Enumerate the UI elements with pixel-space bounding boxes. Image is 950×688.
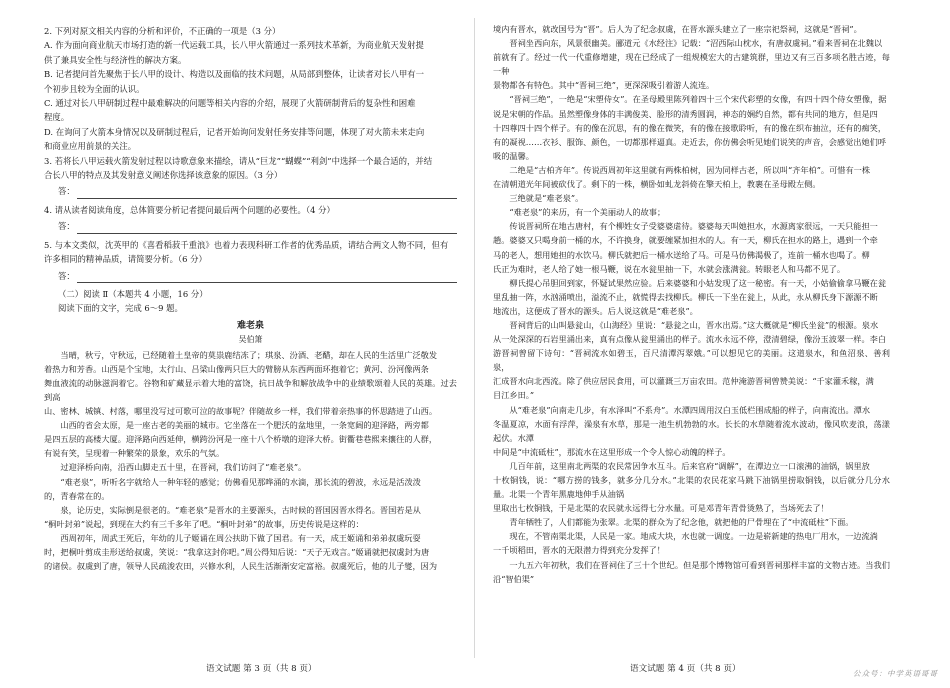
essay-paragraph-line: 的诸侯。叔虞到了唐，领导人民疏浚农田，兴修水利，人民生活渐渐安定富裕。叔虞死后，他的儿子燮，因为 <box>44 561 438 572</box>
essay-paragraph-line: 境内有晋水，就改国号为“晋”。后人为了纪念叔虞，在晋水源头建立了一座宗祀祭祠，这就是“晋祠”。 <box>493 24 862 34</box>
question-2-option-1: 个初步且较为全面的认识。 <box>44 83 145 94</box>
essay-paragraph-line: “桐叶封弟”说起，到现在大约有三千多年了吧。“桐叶封弟”的故事，历史传说是这样的： <box>44 518 364 529</box>
question-2-option-3: 和商业应用前景的关注。 <box>44 141 137 152</box>
watermark: 公众号：中学英语哥哥 <box>853 669 938 678</box>
essay-paragraph-line: 几百年前，这里南北两渠的农民常因争水互斗。后来官府“调解”，在潭边立一口滚沸的油锅，锅里放 <box>509 460 870 471</box>
essay-paragraph-line: 山西的省会太原，是一座古老的美丽的城市。它坐落在一个肥沃的盆地里，一条宽阔的迎泽路，两旁都 <box>60 420 429 431</box>
question-2-option-2: C. 通过对长八甲研制过程中最难解决的问题等相关内容的介绍，展现了火箭研制背后的复杂性和困难 <box>44 98 416 109</box>
answer-label: 答： <box>58 186 75 197</box>
essay-paragraph-line: 泉，论历史，实际倒是很老的。“难老泉”是晋水的主要源头，古时候的晋国因晋水得名。晋国若是从 <box>60 504 421 515</box>
answer-line-3[interactable] <box>44 184 457 198</box>
question-2-option-1: B. 记者提问首先聚焦于长八甲的设计、构造以及面临的技术问题，从局部到整体，让读者对长八甲有一 <box>44 69 424 80</box>
question-3-stem: 合长八甲的特点及其发射意义阐述你选择该意象的原因。（3 分） <box>44 170 283 181</box>
essay-paragraph-line: 十四尊四十四个样子。有的像在沉思，有的像在微笑，有的像在接歌聆听，有的像在织布抽泣，还有的痴笑， <box>493 122 887 133</box>
answer-blank[interactable] <box>77 272 457 283</box>
essay-paragraph-line: 现在，不管南渠北渠，人民是一家。地成大块，水也就一调度。一边是崭新建的热电厂用水，一边流淌 <box>509 531 878 542</box>
essay-paragraph-line: 马的老人，想用她担的水饮马。柳氏就把后一桶水送给了马。可是马仿佛渴极了，连前一桶水也喝了。柳 <box>493 249 870 260</box>
essay-paragraph-line: 过迎泽桥向南，沿西山脚走五十里，在晋祠，我们访问了“难老泉”。 <box>60 462 307 473</box>
answer-line-4[interactable] <box>44 219 457 233</box>
answer-blank[interactable] <box>77 223 457 234</box>
question-5-stem: 许多相同的精神品质，请简要分析。（6 分） <box>44 254 207 265</box>
essay-paragraph-line: 一千顷稻田，晋水的无限潜力得到充分发挥了！ <box>493 545 665 556</box>
essay-paragraph-line: 舞血液流的动脉滋润着它。谷物和矿藏显示着大地的富饶，抗日战争和解放战争中的业绩歌颂着人民的英雄。过去到高 <box>44 377 457 402</box>
essay-paragraph-line: 从一处深深的石岩里涌出来，真有点像从瓮里涌出的样子。流水永远不停，澄清碧绿，像汾玉波翠一样。李白 <box>493 334 887 345</box>
answer-line-5[interactable] <box>44 269 457 283</box>
question-2-option-0: A. 作为面向商业航天市场打造的新一代运载工具，长八甲火箭通过一系列技术革新，为商业航天发射提 <box>44 40 424 51</box>
essay-paragraph-line: 冬温夏凉，水面有浮萍，澡泉有水草，那是一池生机勃勃的水。长长的水草随着流水波动，像风吹麦浪，荡漾起伏。水潭 <box>493 418 890 443</box>
question-5-stem: 5. 与本文类似，沈英甲的《喜看稻菽千重浪》也着力表现科研工作者的优秀品质，请结合两文人物不同，但有 <box>44 239 449 250</box>
essay-paragraph-line: 前就有了。经过一代一代重修增建，现在已经成了一组规模宏大的古建筑群，里边又有三百多项名胜古迹，每一种 <box>493 52 890 77</box>
essay-paragraph-line: 柳氏提心吊胆回到家，怀疑试果然应验。后来婆婆和小姑发现了这一秘密。有一天，小姑偷偷拿马鞭在瓮 <box>509 277 887 288</box>
essay-paragraph-line: “难老泉”的来历，有一个美丽动人的故事； <box>509 207 666 218</box>
answer-blank[interactable] <box>77 188 457 199</box>
question-2-stem: 2. 下列对原文相关内容的分析和评价，不正确的一项是（3 分） <box>44 26 281 36</box>
essay-paragraph-line: 游晋祠曾留下诗句：“晋祠流水如碧玉，百尺清潭泻翠娥。”可以想见它的美丽。这道泉水，和鱼沼泉、善利泉， <box>493 348 890 373</box>
essay-paragraph-line: 传说晋祠所在地古唐村，有个柳姓女子受婆婆虐待。婆婆每天叫她担水，水源离家很远，一天只能担一 <box>509 221 878 232</box>
essay-paragraph-line: 二绝是“古柏齐年”。传说西周初年这里就有两株柏树，因为同样古老，所以叫“齐年柏”。可惜有一株 <box>509 164 871 175</box>
essay-paragraph-line: 从“难老泉”向南走几步，有水泽叫“不系舟”。水潭四周用汉白玉低栏围成船的样子，向南流出。潭水 <box>509 404 871 415</box>
essay-paragraph-line: 有的凝视……衣衫、服饰、颜色，一切都那样逼真。走近去，你仿佛会听见她们说笑的声音，会感觉出她们呼 <box>493 136 887 147</box>
essay-paragraph-line: 西周初年，周武王死后，年幼的儿子姬诵在周公扶助下做了国君。有一天，成王姬诵和弟弟叔虞玩耍 <box>60 532 421 543</box>
question-2-option-3: D. 在询问了火箭本身情况以及研制过程后，记者开始询问发射任务安排等问题，体现了对火箭未来走向 <box>44 126 425 137</box>
answer-label: 答： <box>58 221 75 232</box>
essay-author: 吴伯箫 <box>238 334 263 344</box>
essay-paragraph-line: 十枚铜钱，说：“哪方捞的钱多，就多分几分水。”北渠的农民花家马跳下油锅里捞取铜钱，以后就分几分水量。北渠一个青年黑鹿地伸手从油锅 <box>493 475 890 500</box>
essay-paragraph-line: “晋祠三绝”，一绝是“宋塑侍女”。在圣母殿里陈列着四十三个宋代彩塑的女像，有四十四个侍女塑像，据 <box>509 94 887 105</box>
essay-paragraph-line: 当晴，秋亏，守秋远，已经随着土皇帝的莫祟鹿结冻了；琪泉、汾酒、老醋，却在人民的生活里广泛敬发 <box>60 349 438 360</box>
essay-paragraph-line: 说是宋朝的作品。虽然塑像身体的丰满俊美、脸形的清秀圆润，神态的娴约自然，都有共同的地方，但是四 <box>493 108 878 119</box>
essay-paragraph-line: 三绝就是“难老泉”。 <box>509 193 584 204</box>
right-page <box>475 0 950 688</box>
question-4-stem: 4. 请从读者阅读角度，总体简要分析记者提问最后两个问题的必要性。（4 分） <box>44 204 335 215</box>
essay-paragraph-line: 有说有笑，呈现着一种繁荣的景象，欢乐的气氛。 <box>44 448 225 459</box>
essay-paragraph-line: “难老泉”，听听名字就给人一种年轻的感觉；仿佛看见那哗涌的水滴，那长流的碧波，永远是活泼泼 <box>60 476 421 487</box>
essay-paragraph-line: 吸的温馨。 <box>493 150 534 161</box>
essay-paragraph-line: 景物都各有特色。其中“晋祠三绝”，更深深吸引着游人流连。 <box>493 80 715 91</box>
footer-left: 语文试题 第 3 页（共 8 页） <box>206 664 317 674</box>
essay-paragraph-line: 氏正为难时，老人给了她一根马鞭，说在水瓮里抽一下，水就会涨满瓮。转眼老人和马都不见了。 <box>493 263 846 274</box>
essay-paragraph-line: 汇成晋水向北西流。除了供应居民食用，可以灌溉三万亩农田。范仲淹游晋祠曾赞美说：“千家灌禾稼，满 <box>493 376 874 387</box>
question-3-stem: 3. 若将长八甲运载火箭发射过程以诗歌意象来描绘，请从“巨龙”“蝴蝶”“利剑”中选择一个最合适的，并结 <box>44 155 433 166</box>
essay-paragraph-line: 趟。婆婆又只喝身前一桶的水，不许换身，就要缠紧加担水的人。有一天，柳氏在担水的路上，遇到一个牵 <box>493 235 878 246</box>
answer-label: 答： <box>58 270 75 281</box>
essay-paragraph-line: 里乱抽一阵，水汹涌喷出，溢流不止，就慌得去找柳氏。柳氏一下坐在瓮上，从此，永从柳氏身下源源不断 <box>493 291 878 302</box>
essay-paragraph-line: 地流出，这便成了晋水的源头。后人说这就是“难老泉”。 <box>493 305 698 316</box>
essay-paragraph-line: 里取出七枚铜钱，于是北渠的农民就永远得七分水量。可是邓青年青骨烫熟了，当场死去了！ <box>493 503 829 514</box>
essay-paragraph-line: 着热力和芳香。山西是个宝地，太行山、吕梁山像两只巨大的臂膀从东西两面环抱着它；黄河、汾河像两条 <box>44 363 429 374</box>
essay-paragraph-line: 目江乡田。” <box>493 390 535 401</box>
essay-paragraph-line: 晋祠背后的山叫悬瓮山，《山海经》里说：“悬瓮之山，晋水出焉。”这大概就是“柳氏坐瓮”的根源。泉水 <box>509 319 879 330</box>
question-2-option-0: 供了兼具安全性与经济性的解决方案。 <box>44 54 187 65</box>
section-heading-1: 阅读下面的文字，完成 6～9 题。 <box>58 303 183 314</box>
essay-title: 难老泉 <box>236 320 264 331</box>
section-heading-0: （二）阅读 Ⅱ（本题共 4 小题，16 分） <box>58 288 208 299</box>
essay-paragraph-line: 是四五层的高楼大厦。迎泽路向西延伸，横跨汾河是一座十八个桥墩的迎泽大桥。街衢巷巷熙来攘往的人群， <box>44 434 438 445</box>
essay-paragraph-line: 中间是“中流砥柱”，那流水在这里形成一个令人惊心动魄的样子。 <box>493 446 731 457</box>
essay-paragraph-line: 青年牺牲了，人们都能为张翠。北渠的群众为了纪念他，就把他的尸骨埋在了“中流砥柱”下面。 <box>509 517 854 528</box>
essay-paragraph-line: 晋祠坐西向东，风景很幽美。郦道元《水经注》记载：“沼西际山枕水，有唐叔虞祠。”看来晋祠在北魏以 <box>509 38 883 49</box>
essay-paragraph-line: 时，把桐叶剪成圭形送给叔虞，笑说：“我拿这封你吧。”周公得知后说：“天子无戏言。”姬诵就把叔虞封为唐 <box>44 547 430 558</box>
footer-right: 语文试题 第 4 页（共 8 页） <box>630 664 741 674</box>
essay-paragraph-line: 山、密林、城镇、村落，哪里没写过可歌可泣的故事呢？伴随故乡一样，我们带着亲热事的怀思踏进了山西。 <box>44 406 438 417</box>
essay-paragraph-line: 一九五六年初秋，我们在晋祠住了三十个世纪。但是那个博物馆可看到晋祠那样丰富的文物古迹。当我们沿“智伯渠” <box>493 559 890 584</box>
essay-paragraph-line: 在清朝道光年间被砍伐了。剩下的一株，横卧如虬龙斜倚在擎天柏上，教裹在圣母殿左侧。 <box>493 179 821 190</box>
question-2-option-2: 程度。 <box>44 112 70 123</box>
essay-paragraph-line: 的，青春常在的。 <box>44 490 110 501</box>
